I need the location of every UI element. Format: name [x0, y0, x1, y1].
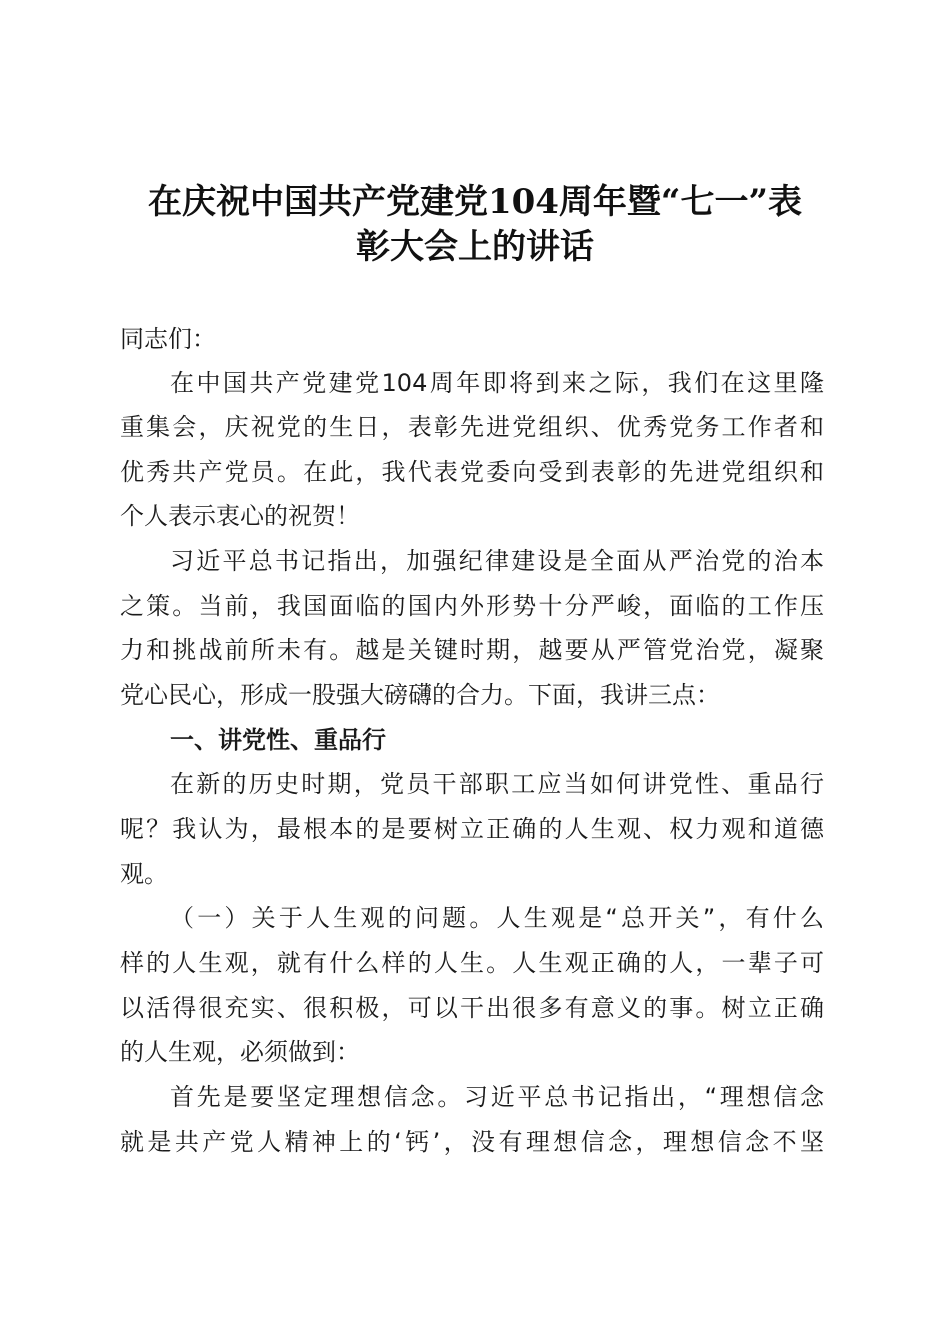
body-line: 在中国共产党建党104周年即将到来之际，我们在这里隆 — [170, 369, 824, 397]
body-line: 在新的历史时期，党员干部职工应当如何讲党性、重品行 — [170, 770, 824, 798]
body-line: 首先是要坚定理想信念。习近平总书记指出，“理想信念 — [170, 1083, 824, 1111]
section-heading: 一、讲党性、重品行 — [170, 726, 386, 754]
body-line: 就是共产党人精神上的‘钙’，没有理想信念，理想信念不坚 — [120, 1128, 824, 1156]
body-line: （一）关于人生观的问题。人生观是“总开关”，有什么 — [170, 904, 824, 932]
body-line: 习近平总书记指出，加强纪律建设是全面从严治党的治本 — [170, 547, 824, 575]
body-line: 观。 — [120, 860, 168, 888]
body-line: 重集会，庆祝党的生日，表彰先进党组织、优秀党务工作者和 — [120, 413, 824, 441]
body-line: 个人表示衷心的祝贺！ — [120, 502, 360, 530]
body-line: 党心民心，形成一股强大磅礴的合力。下面，我讲三点： — [120, 681, 720, 709]
body-line: 样的人生观，就有什么样的人生。人生观正确的人，一辈子可 — [120, 949, 824, 977]
body-line: 之策。当前，我国面临的国内外形势十分严峻，面临的工作压 — [120, 592, 824, 620]
document-title-line-1: 在庆祝中国共产党建党104周年暨“七一”表 — [147, 182, 803, 222]
document-title-line-2: 彰大会上的讲话 — [356, 227, 594, 267]
body-line: 力和挑战前所未有。越是关键时期，越要从严管党治党，凝聚 — [120, 636, 824, 664]
body-line: 优秀共产党员。在此，我代表党委向受到表彰的先进党组织和 — [120, 458, 824, 486]
body-line: 以活得很充实、很积极，可以干出很多有意义的事。树立正确 — [120, 994, 824, 1022]
salutation: 同志们： — [120, 325, 216, 353]
body-line: 的人生观，必须做到： — [120, 1038, 360, 1066]
body-line: 呢？我认为，最根本的是要树立正确的人生观、权力观和道德 — [120, 815, 824, 843]
